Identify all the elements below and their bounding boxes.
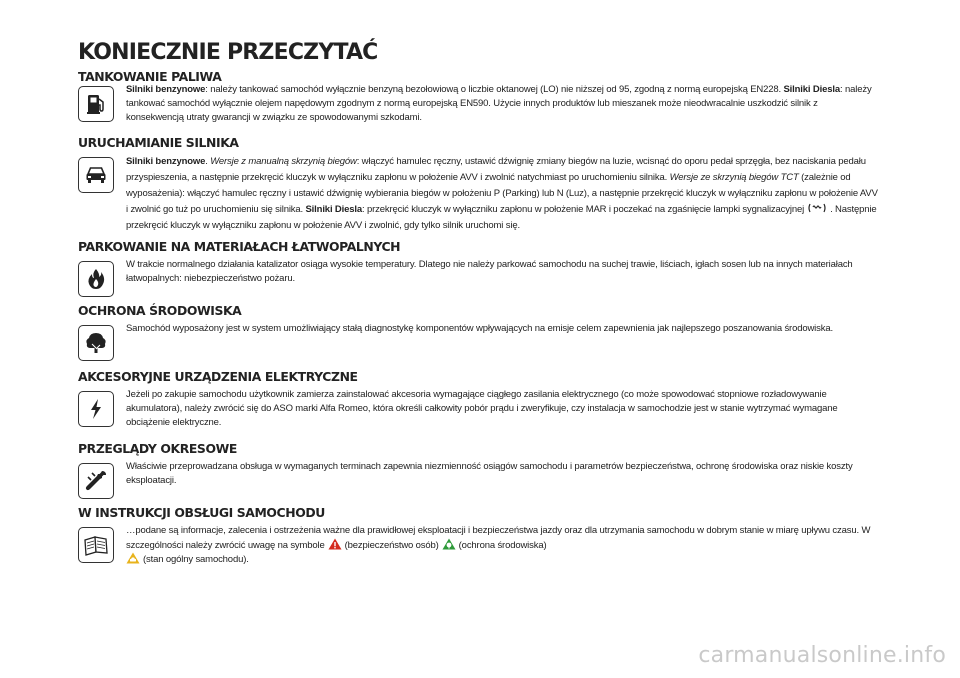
fuel-pump-icon	[78, 86, 114, 122]
section-text: Jeżeli po zakupie samochodu użytkownik zamierza zainstalować akcesoria wymagające ciągłego zasilania elektrycznego (co może spowodować stopniowe rozładowywanie akumulatora), należy zwrócić się do ASO marki Alfa Romeo, która określi całkowity pobór prądu i zweryfikuje, czy instalacja w samochodzie jest w stanie wytrzymać wymagane obciążenie elektryczne.	[126, 389, 838, 428]
car-icon	[78, 157, 114, 193]
vehicle-triangle-icon	[126, 552, 140, 564]
section-heading: OCHRONA ŚRODOWISKA	[78, 303, 242, 319]
watermark-text: carmanualsonline.info	[698, 643, 946, 668]
section-text: Właściwie przeprowadzana obsługa w wymaganych terminach zapewnia niezmienność osiągów samochodu i parametrów bezpieczeństwa, ochronę środowiska oraz niskie koszty eksploatacji.	[126, 460, 853, 486]
environment-triangle-icon	[442, 538, 456, 550]
lightning-icon	[78, 391, 114, 427]
section-heading: PRZEGLĄDY OKRESOWE	[78, 440, 237, 456]
section-text: W trakcie normalnego działania katalizator osiąga wysokie temperatury. Dlatego nie należy parkować samochodu na suchej trawie, liściach, igłach sosen lub na innych materiałach łatwopalnych: niebezpieczeństwo pożaru.	[126, 259, 853, 285]
glow-plug-icon	[807, 202, 827, 214]
section-text: Silniki benzynowe. Wersje z manualną skrzynią biegów: włączyć hamulec ręczny, ustawić dźwignię zmiany biegów na luzie, wcisnąć do oporu pedał sprzęgła, bez naciskania pedału przyspieszenia, a następnie przekręcić kluczyk w wyłączniku zapłonu w położenie AVV i zwolnić natychmiast po uruchomieniu silnika. Wersje ze skrzynią biegów TCT (zależnie od wyposażenia): włączyć hamulec ręczny i ustawić dźwignię wybierania biegów w położeniu P (Parking) lub N (Luz), a następnie przekręcić kluczyk w wyłączniku zapłonu w położenie AVV i zwolnić go tuż po uruchomieniu się silnika. Silniki Diesla: przekręcić kluczyk w wyłączniku zapłonu w położenie MAR i poczekać na zgaśnięcie lampki sygnalizacyjnej . Następnie przekręcić kluczyk w wyłączniku zapłonu w położenie AVV i zwolnić, gdy tylko silnik uruchomi się.	[126, 156, 878, 232]
section-fuel	[78, 70, 878, 124]
section-heading: W INSTRUKCJI OBSŁUGI SAMOCHODU	[78, 504, 325, 520]
section-parking	[78, 240, 878, 292]
page	[78, 38, 878, 567]
page-title: KONIECZNIE PRZECZYTAĆ	[78, 40, 378, 65]
tree-icon	[78, 325, 114, 361]
section-electrical	[78, 370, 878, 429]
section-engine-start	[78, 136, 878, 234]
section-maintenance	[78, 442, 878, 494]
book-icon	[78, 527, 114, 563]
section-text: …podane są informacje, zalecenia i ostrzeżenia ważne dla prawidłowej eksploatacji i bezpieczeństwa jazdy oraz dla utrzymania samochodu w dobrym stanie w miarę upływu czasu. W szczególności należy zwrócić uwagę na symbole (bezpieczeństwo osób) (ochrona środowiska) (stan ogólny samochodu).	[126, 524, 871, 566]
fire-icon	[78, 261, 114, 297]
section-manual	[78, 506, 878, 567]
section-heading: AKCESORYJNE URZĄDZENIA ELEKTRYCZNE	[78, 369, 358, 385]
section-heading: URUCHAMIANIE SILNIKA	[78, 135, 239, 151]
wrench-icon	[78, 463, 114, 499]
section-heading: TANKOWANIE PALIWA	[78, 69, 222, 84]
section-text: Silniki benzynowe: należy tankować samochód wyłącznie benzyną bezołowiową o liczbie oktanowej (LO) nie niższej od 95, zgodną z normą europejską EN228. Silniki Diesla: należy tankować samochód wyłącznie olejem napędowym zgodnym z normą europejską EN590. Użycie innych produktów lub mieszanek może nieodwracalnie uszkodzić silnik z konsekwencją utraty gwarancji w związku ze spowodowanymi szkodami.	[126, 84, 872, 123]
section-environment	[78, 304, 878, 356]
section-text: Samochód wyposażony jest w system umożliwiający stałą diagnostykę komponentów wpływających na emisje celem zapewnienia jak najlepszego poszanowania środowiska.	[126, 323, 833, 335]
warning-triangle-icon	[328, 538, 342, 550]
section-heading: PARKOWANIE NA MATERIAŁACH ŁATWOPALNYCH	[78, 239, 401, 255]
